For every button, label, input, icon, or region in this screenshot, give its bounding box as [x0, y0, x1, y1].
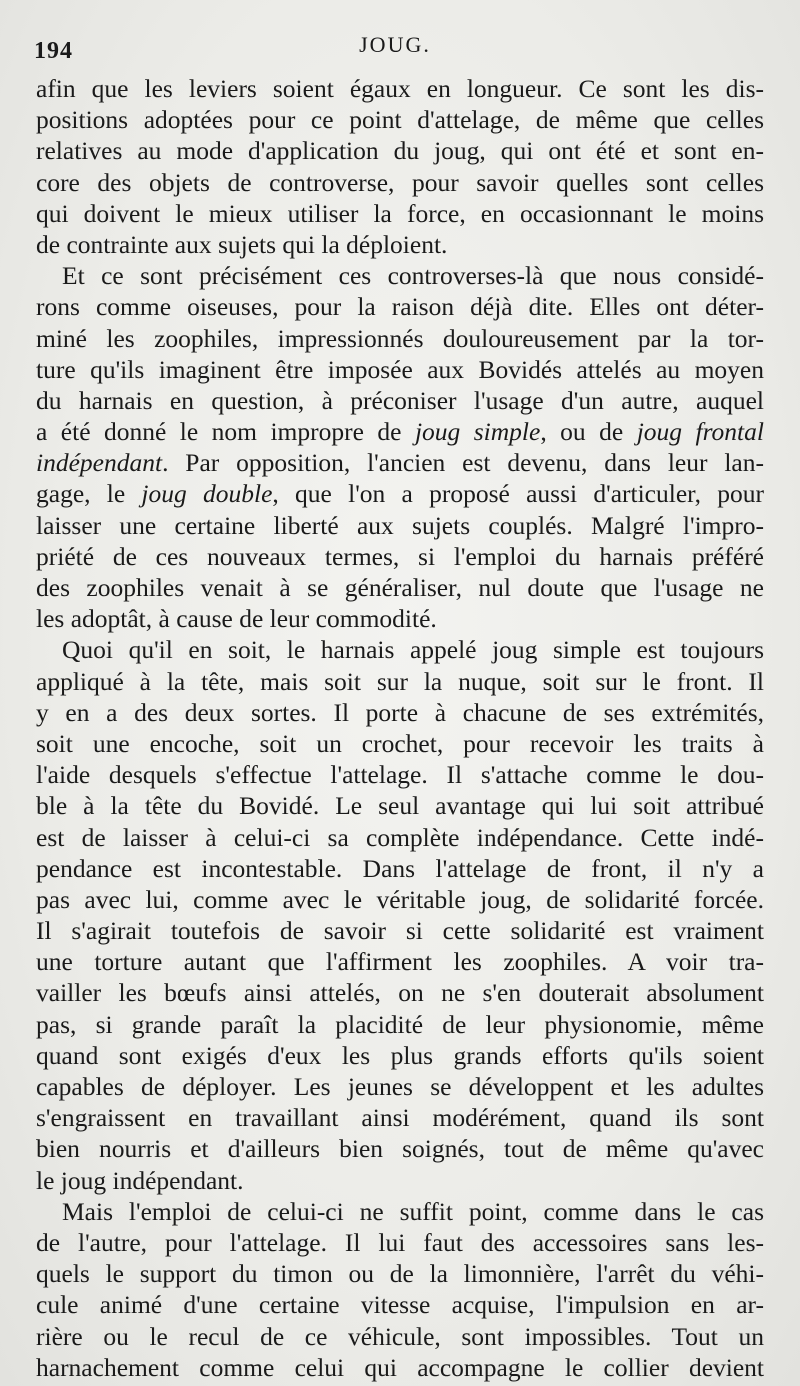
text-segment: de l'autre, pour l'attelage. Il lui faut des accessoires sans les-	[36, 1227, 764, 1257]
text-line	[36, 73, 764, 104]
text-line	[36, 666, 764, 697]
text-line	[36, 541, 764, 572]
text-line	[36, 385, 764, 416]
text-segment: core des objets de controverse, pour savoir quelles sont celles	[36, 167, 764, 197]
italic-term: joug double	[141, 479, 273, 509]
text-line	[36, 1040, 764, 1071]
text-segment: l'aide desquels s'effectue l'attelage. Il s'attache comme le dou-	[36, 760, 764, 790]
text-segment: ble à la tête du Bovidé. Le seul avantage qui lui soit attribué	[36, 791, 764, 821]
text-line	[36, 634, 764, 665]
text-segment: ture qu'ils imaginent être imposée aux Bovidés attelés au moyen	[36, 354, 764, 384]
text-line	[36, 1102, 764, 1133]
text-line	[36, 759, 764, 790]
text-segment: miné les zoophiles, impressionnés douloureusement par la tor-	[36, 323, 764, 353]
text-line	[36, 104, 764, 135]
text-line	[36, 1227, 764, 1258]
text-segment: rons comme oiseuses, pour la raison déjà dite. Elles ont déter-	[36, 292, 764, 322]
text-segment: , ou de	[540, 417, 637, 447]
text-line	[36, 229, 764, 260]
text-segment: relatives au mode d'application du joug, qui ont été et sont en-	[36, 136, 764, 166]
text-line	[36, 728, 764, 759]
text-segment: des zoophiles venait à se généraliser, nul doute que l'usage ne	[36, 573, 764, 602]
text-segment: bien nourris et d'ailleurs bien soignés, tout de même qu'avec	[36, 1134, 764, 1164]
text-segment: quand sont exigés d'eux les plus grands efforts qu'ils soient	[36, 1040, 764, 1070]
text-line	[36, 790, 764, 821]
italic-term: joug frontal	[636, 417, 764, 447]
text-segment: du harnais en question, à préconiser l'usage d'un autre, auquel	[36, 385, 764, 415]
text-segment: laisser une certaine liberté aux sujets couplés. Malgré l'impro-	[36, 510, 764, 540]
text-line	[36, 1321, 764, 1352]
page-number: 194	[34, 38, 73, 64]
text-line	[36, 1071, 764, 1102]
text-segment: positions adoptées pour ce point d'attelage, de même que celles	[36, 105, 764, 135]
text-segment: . Par opposition, l'ancien est devenu, dans leur lan-	[162, 448, 764, 478]
text-line	[36, 1133, 764, 1164]
text-line	[36, 946, 764, 977]
text-segment: qui doivent le mieux utiliser la force, en occasionnant le moins	[36, 198, 764, 228]
running-head	[30, 32, 760, 62]
text-line	[36, 416, 764, 447]
text-line	[36, 1352, 764, 1383]
text-line	[36, 697, 764, 728]
text-segment: pendance est incontestable. Dans l'attelage de front, il n'y a	[36, 853, 764, 883]
text-segment: harnachement comme celui qui accompagne le collier devient	[36, 1352, 764, 1382]
text-segment: les adoptât, à cause de leur commodité.	[36, 604, 437, 634]
text-segment: s'engraissent en travaillant ainsi modérément, quand ils sont	[36, 1103, 764, 1133]
text-segment: Quoi qu'il en soit, le harnais appelé joug simple est toujours	[62, 635, 764, 665]
text-line	[36, 291, 764, 322]
text-line	[36, 853, 764, 884]
body-text	[36, 73, 764, 1383]
text-segment: pas, si grande paraît la placidité de leur physionomie, même	[36, 1009, 764, 1039]
text-line	[36, 323, 764, 354]
text-line	[36, 1165, 764, 1196]
italic-term: indépendant	[36, 448, 163, 478]
text-segment: appliqué à la tête, mais soit sur la nuque, soit sur le front. Il	[36, 666, 764, 696]
text-line	[36, 603, 764, 634]
text-segment: Et ce sont précisément ces controverses-là que nous considé-	[62, 261, 764, 291]
text-segment: y en a des deux sortes. Il porte à chacune de ses extrémités,	[36, 697, 764, 727]
text-segment: vailler les bœufs ainsi attelés, on ne s'en douterait absolument	[36, 978, 764, 1008]
text-line	[36, 135, 764, 166]
text-line	[36, 478, 764, 509]
text-segment: Il s'agirait toutefois de savoir si cette solidarité est vraiment	[36, 916, 764, 946]
text-segment: capables de déployer. Les jeunes se développent et les adultes	[36, 1072, 764, 1101]
running-title: JOUG.	[359, 32, 431, 57]
text-segment: est de laisser à celui-ci sa complète indépendance. Cette indé-	[36, 822, 764, 852]
text-segment: a été donné le nom impropre de	[36, 417, 415, 447]
text-segment: pas avec lui, comme avec le véritable joug, de solidarité forcée.	[36, 884, 764, 914]
text-segment: Mais l'emploi de celui-ci ne suffit point, comme dans le cas	[62, 1196, 764, 1226]
text-line	[36, 1196, 764, 1227]
text-segment: gage, le	[36, 479, 142, 509]
text-segment: le joug indépendant.	[36, 1165, 244, 1195]
text-line	[36, 260, 764, 291]
text-line	[36, 198, 764, 229]
text-line	[36, 167, 764, 198]
italic-term: joug simple	[414, 417, 541, 447]
text-line	[36, 977, 764, 1008]
text-line	[36, 572, 764, 603]
text-line	[36, 1258, 764, 1289]
text-segment: rière ou le recul de ce véhicule, sont impossibles. Tout un	[36, 1321, 764, 1351]
text-segment: , que l'on a proposé aussi d'articuler, pour	[272, 479, 764, 509]
text-line	[36, 447, 764, 478]
text-segment: quels le support du timon ou de la limonnière, l'arrêt du véhi-	[36, 1259, 764, 1289]
text-line	[36, 510, 764, 541]
text-line	[36, 822, 764, 853]
text-line	[36, 1009, 764, 1040]
text-segment: priété de ces nouveaux termes, si l'emploi du harnais préféré	[36, 541, 764, 571]
text-line	[36, 1289, 764, 1320]
text-segment: de contrainte aux sujets qui la déploient.	[36, 229, 448, 259]
text-line	[36, 354, 764, 385]
text-segment: soit une encoche, soit un crochet, pour recevoir les traits à	[36, 728, 764, 758]
text-segment: une torture autant que l'affirment les zoophiles. A voir tra-	[36, 947, 764, 977]
text-segment: afin que les leviers soient égaux en longueur. Ce sont les dis-	[36, 74, 764, 103]
text-line	[36, 884, 764, 915]
text-segment: cule animé d'une certaine vitesse acquise, l'impulsion en ar-	[36, 1290, 764, 1320]
text-line	[36, 915, 764, 946]
